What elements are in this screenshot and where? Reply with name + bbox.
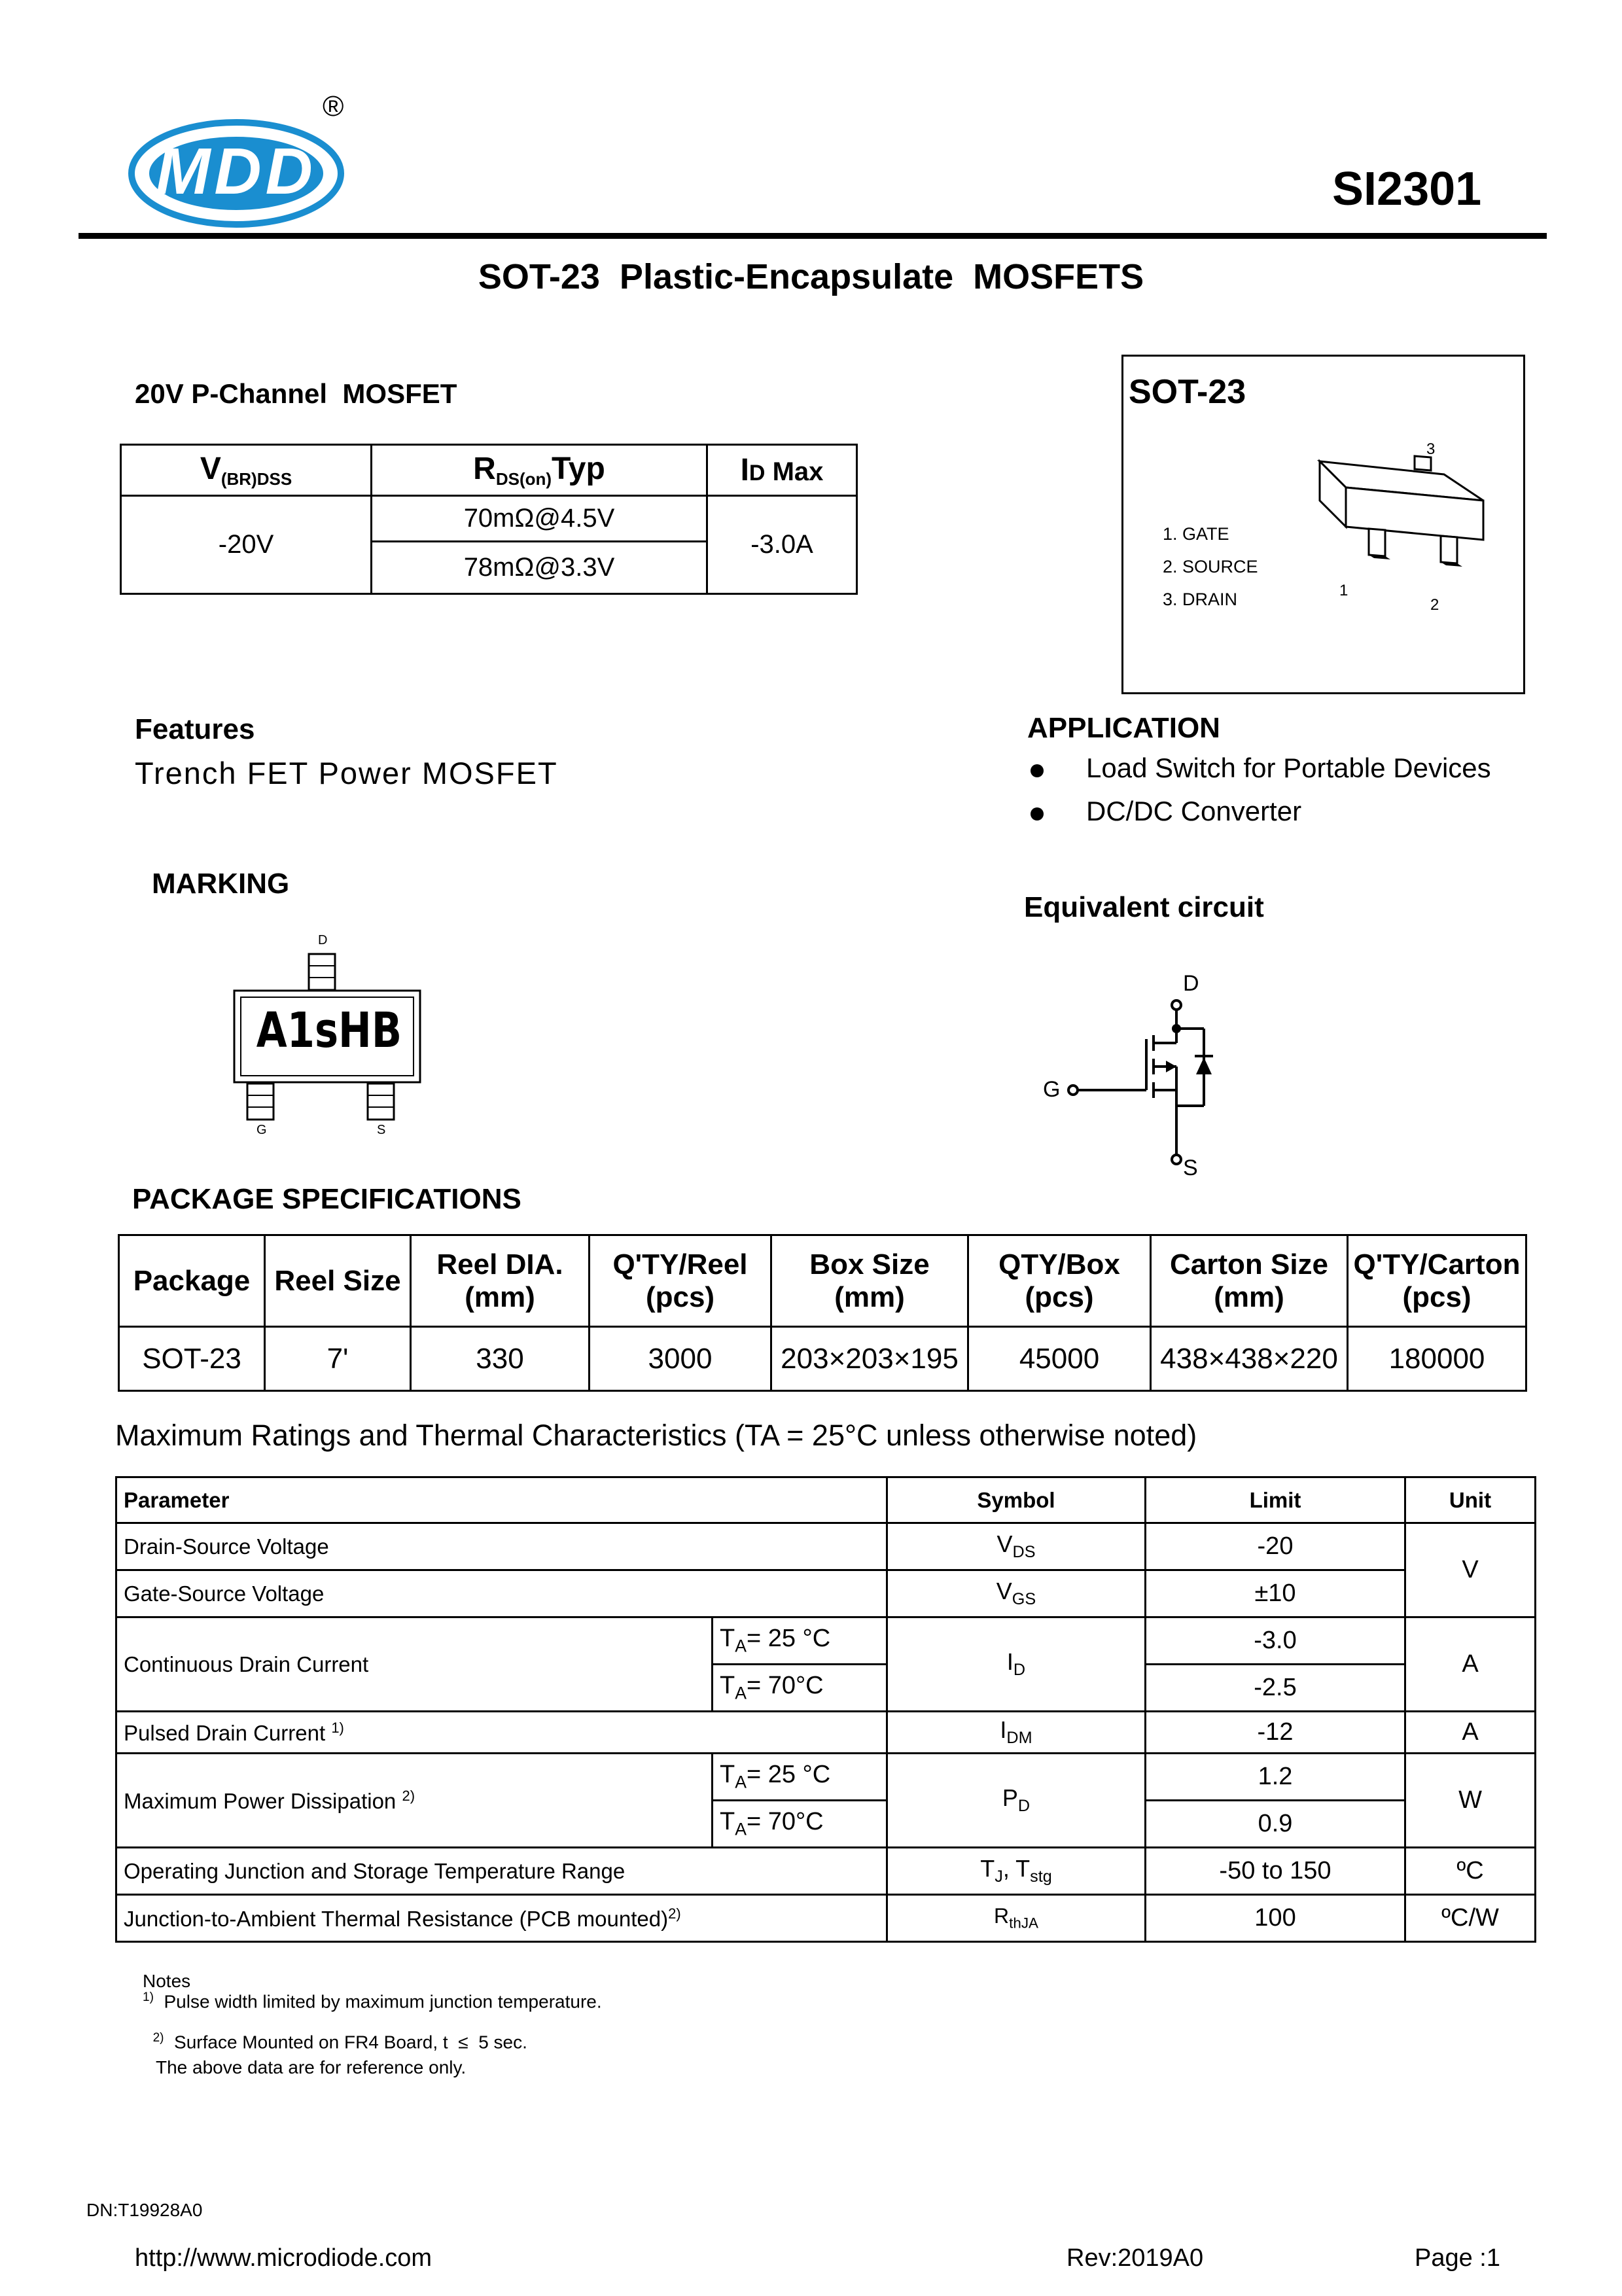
package-specs-heading: PACKAGE SPECIFICATIONS — [132, 1183, 521, 1215]
id-limit-25: -3.0 — [1146, 1617, 1405, 1665]
spec-qty-reel: 3000 — [590, 1327, 771, 1391]
id-param: Continuous Drain Current — [116, 1617, 713, 1712]
marking-heading: MARKING — [152, 868, 290, 900]
application-item-2: DC/DC Converter — [1086, 796, 1302, 826]
col-rds-header: $R_{DS(on)}Typ$ — [372, 445, 707, 496]
vds-symbol: $V_{DS}$ — [887, 1523, 1146, 1570]
rth-symbol: $R_{thJA}$ — [887, 1895, 1146, 1942]
id-condition-70: $T_A= 70^\circ C$ — [713, 1665, 887, 1712]
footer-page: Page :1 — [1415, 2244, 1500, 2272]
logo-text: MDD — [156, 135, 317, 208]
header-rule — [79, 233, 1547, 239]
id-unit: A — [1405, 1617, 1536, 1712]
pin-legend-source: 2. SOURCE — [1163, 557, 1258, 576]
id-value: -3.0A — [707, 496, 857, 594]
col-vbr-header: $V_{(BR)DSS}$ — [121, 445, 372, 496]
part-number: SI2301 — [1332, 163, 1482, 215]
vgs-symbol: $V_{GS}$ — [887, 1570, 1146, 1617]
vds-limit: -20 — [1146, 1523, 1405, 1570]
rth-limit: 100 — [1146, 1895, 1405, 1942]
ratings-header-symbol: Symbol — [887, 1477, 1146, 1523]
pd-limit-70: 0.9 — [1146, 1801, 1405, 1848]
spec-header-reel-size: Reel Size — [265, 1235, 411, 1327]
ratings-header-parameter: Parameter — [116, 1477, 887, 1523]
spec-qty-box: 45000 — [968, 1327, 1151, 1391]
pd-limit-25: 1.2 — [1146, 1754, 1405, 1801]
pd-condition-25: $T_A= 25$ °C — [713, 1754, 887, 1801]
spec-header-reel-dia: Reel DIA. (mm) — [411, 1235, 590, 1327]
rds-value-2: 78mΩ@3.3V — [372, 542, 707, 594]
tj-symbol: $T_J$, $T_{stg}$ — [887, 1848, 1146, 1895]
pd-condition-70: $T_A= 70^\circ C$ — [713, 1801, 887, 1848]
circuit-label-g: G — [1043, 1077, 1061, 1102]
marking-code: A1sHB — [256, 1002, 402, 1059]
vgs-param: Gate-Source Voltage — [116, 1570, 887, 1617]
spec-header-qty-carton: Q'TY/Carton (pcs) — [1348, 1235, 1526, 1327]
pin-legend-gate: 1. GATE — [1163, 524, 1229, 544]
notes-heading: Notes — [143, 1971, 191, 1991]
sot23-package-icon — [1300, 429, 1503, 586]
id-symbol: $I_D$ — [887, 1617, 1146, 1712]
note-2: $^{2)}$ Surface Mounted on FR4 Board, t ≤ 5 sec. — [152, 2031, 527, 2053]
voltage-unit: V — [1405, 1523, 1536, 1617]
idm-symbol: $I_{DM}$ — [887, 1712, 1146, 1754]
pd-unit: W — [1405, 1754, 1536, 1848]
bullet-icon — [1031, 764, 1044, 777]
spec-reel-dia: 330 — [411, 1327, 590, 1391]
registered-mark: ® — [323, 90, 344, 122]
pd-param: Maximum Power Dissipation $^{2)}$ — [116, 1754, 713, 1848]
application-heading: APPLICATION — [1027, 712, 1220, 744]
vds-param: Drain-Source Voltage — [116, 1523, 887, 1570]
mosfet-symbol-icon — [1034, 968, 1256, 1184]
pin-legend-drain: 3. DRAIN — [1163, 590, 1238, 609]
idm-param: Pulsed Drain Current $^{1)}$ — [116, 1712, 887, 1754]
features-text: Trench FET Power MOSFET — [135, 756, 558, 790]
id-limit-70: -2.5 — [1146, 1665, 1405, 1712]
circuit-label-d: D — [1183, 971, 1199, 996]
package-specs-table — [118, 1234, 1527, 1392]
pd-symbol: $P_D$ — [887, 1754, 1146, 1848]
col-id-header: ID Max — [707, 445, 857, 496]
ratings-heading: Maximum Ratings and Thermal Characteristics (TA = 25°C unless otherwise noted) — [115, 1419, 1197, 1452]
spec-qty-carton: 180000 — [1348, 1327, 1526, 1391]
vbr-value: -20V — [121, 496, 372, 594]
vgs-limit: ±10 — [1146, 1570, 1405, 1617]
note-1: $^{1)}$ Pulse width limited by maximum junction temperature. — [143, 1990, 602, 2012]
marking-pin-s: S — [377, 1123, 386, 1137]
marking-pin-d: D — [318, 933, 328, 947]
spec-header-package: Package — [119, 1235, 265, 1327]
circuit-label-s: S — [1183, 1156, 1198, 1180]
ratings-header-limit: Limit — [1146, 1477, 1405, 1523]
tj-unit: ºC — [1405, 1848, 1536, 1895]
pin2-label: 2 — [1430, 596, 1439, 614]
spec-header-qty-box: QTY/Box (pcs) — [968, 1235, 1151, 1327]
ratings-table — [115, 1476, 1536, 1943]
idm-unit: A — [1405, 1712, 1536, 1754]
marking-diagram — [229, 929, 425, 1139]
spec-box-size: 203×203×195 — [771, 1327, 968, 1391]
circuit-heading: Equivalent circuit — [1024, 891, 1264, 923]
spec-header-carton-size: Carton Size (mm) — [1151, 1235, 1348, 1327]
id-condition-25: $T_A= 25$ °C — [713, 1617, 887, 1665]
tj-param: Operating Junction and Storage Temperature Range — [116, 1848, 887, 1895]
tj-limit: -50 to 150 — [1146, 1848, 1405, 1895]
spec-package: SOT-23 — [119, 1327, 265, 1391]
document-number: DN:T19928A0 — [86, 2200, 203, 2220]
spec-header-box-size: Box Size (mm) — [771, 1235, 968, 1327]
rth-param: Junction-to-Ambient Thermal Resistance (PCB mounted)$^{2)}$ — [116, 1895, 887, 1942]
spec-reel-size: 7' — [265, 1327, 411, 1391]
footer-revision: Rev:2019A0 — [1067, 2244, 1204, 2272]
equivalent-circuit — [1034, 968, 1256, 1184]
bullet-icon — [1031, 807, 1044, 821]
package-box — [1121, 355, 1525, 694]
application-item-1: Load Switch for Portable Devices — [1086, 752, 1491, 783]
reference-note: The above data are for reference only. — [156, 2057, 467, 2077]
pin3-label: 3 — [1426, 440, 1436, 458]
footer-url[interactable]: http://www.microdiode.com — [135, 2244, 432, 2272]
marking-pin-g: G — [256, 1123, 267, 1137]
features-heading: Features — [135, 713, 255, 745]
pin1-label: 1 — [1339, 582, 1349, 599]
rds-value-1: 70mΩ@4.5V — [372, 496, 707, 542]
rth-unit: ºC/W — [1405, 1895, 1536, 1942]
ratings-header-unit: Unit — [1405, 1477, 1536, 1523]
summary-table — [120, 444, 858, 595]
logo — [128, 111, 351, 229]
spec-carton-size: 438×438×220 — [1151, 1327, 1348, 1391]
idm-limit: -12 — [1146, 1712, 1405, 1754]
summary-heading: 20V P-Channel MOSFET — [135, 378, 457, 409]
package-box-title: SOT-23 — [1129, 373, 1246, 411]
spec-header-qty-reel: Q'TY/Reel (pcs) — [590, 1235, 771, 1327]
page-title: SOT-23 Plastic-Encapsulate MOSFETS — [478, 257, 1144, 296]
